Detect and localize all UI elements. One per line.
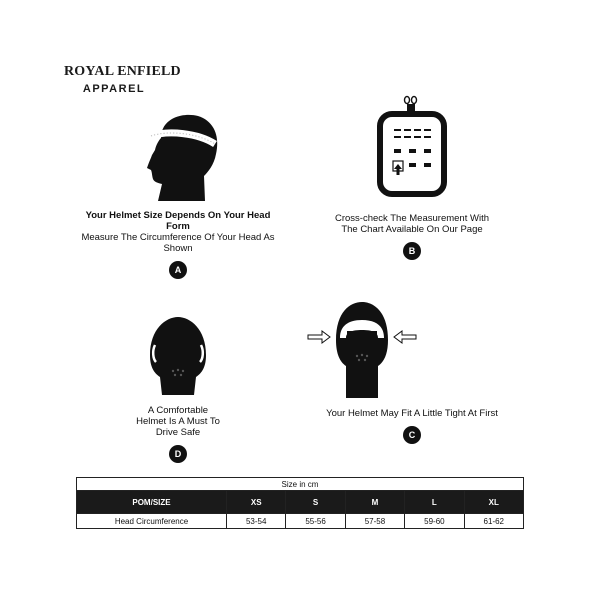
- column-header: POM/SIZE: [77, 491, 227, 514]
- head-measure-icon: [128, 110, 228, 202]
- table-row: [77, 514, 524, 529]
- row-label: Head Circumference: [77, 514, 227, 529]
- size-chart-icon: [362, 95, 462, 205]
- step-badge-c: C: [403, 426, 421, 444]
- step-badge-d: D: [169, 445, 187, 463]
- caption-d: A Comfortable Helmet Is A Must To Drive Safe: [136, 405, 220, 438]
- table-header-row: [77, 491, 524, 514]
- brand-subtitle: APPAREL: [82, 83, 146, 95]
- caption-c: Your Helmet May Fit A Little Tight At First: [326, 408, 498, 419]
- step-badge-a: A: [169, 261, 187, 279]
- arrow-right-icon: [308, 331, 330, 343]
- column-header: S: [286, 491, 345, 514]
- helmet-front-icon: [292, 300, 432, 400]
- table-title-row: [77, 478, 524, 491]
- table-cell: 61-62: [464, 514, 523, 529]
- brand-logo: [64, 64, 181, 95]
- caption-a: Your Helmet Size Depends On Your Head Form Measure The Circumference Of Your Head As Shown: [81, 210, 275, 254]
- panel-d: [78, 315, 278, 463]
- table-cell: 57-58: [345, 514, 404, 529]
- size-table: [76, 477, 524, 529]
- table-cell: 55-56: [286, 514, 345, 529]
- column-header: XS: [227, 491, 286, 514]
- panel-c: [312, 300, 512, 444]
- helmet-back-icon: [128, 315, 228, 397]
- column-header: M: [345, 491, 404, 514]
- panel-a: [78, 110, 278, 279]
- brand-name: ROYAL ENFIELD: [64, 64, 181, 79]
- step-badge-b: B: [403, 242, 421, 260]
- table-title: Size in cm: [77, 478, 524, 491]
- arrow-left-icon: [394, 331, 416, 343]
- caption-b: Cross-check The Measurement With The Chart Available On Our Page: [335, 213, 489, 235]
- column-header: L: [405, 491, 464, 514]
- table-cell: 53-54: [227, 514, 286, 529]
- panel-b: [312, 95, 512, 260]
- table-cell: 59-60: [405, 514, 464, 529]
- column-header: XL: [464, 491, 523, 514]
